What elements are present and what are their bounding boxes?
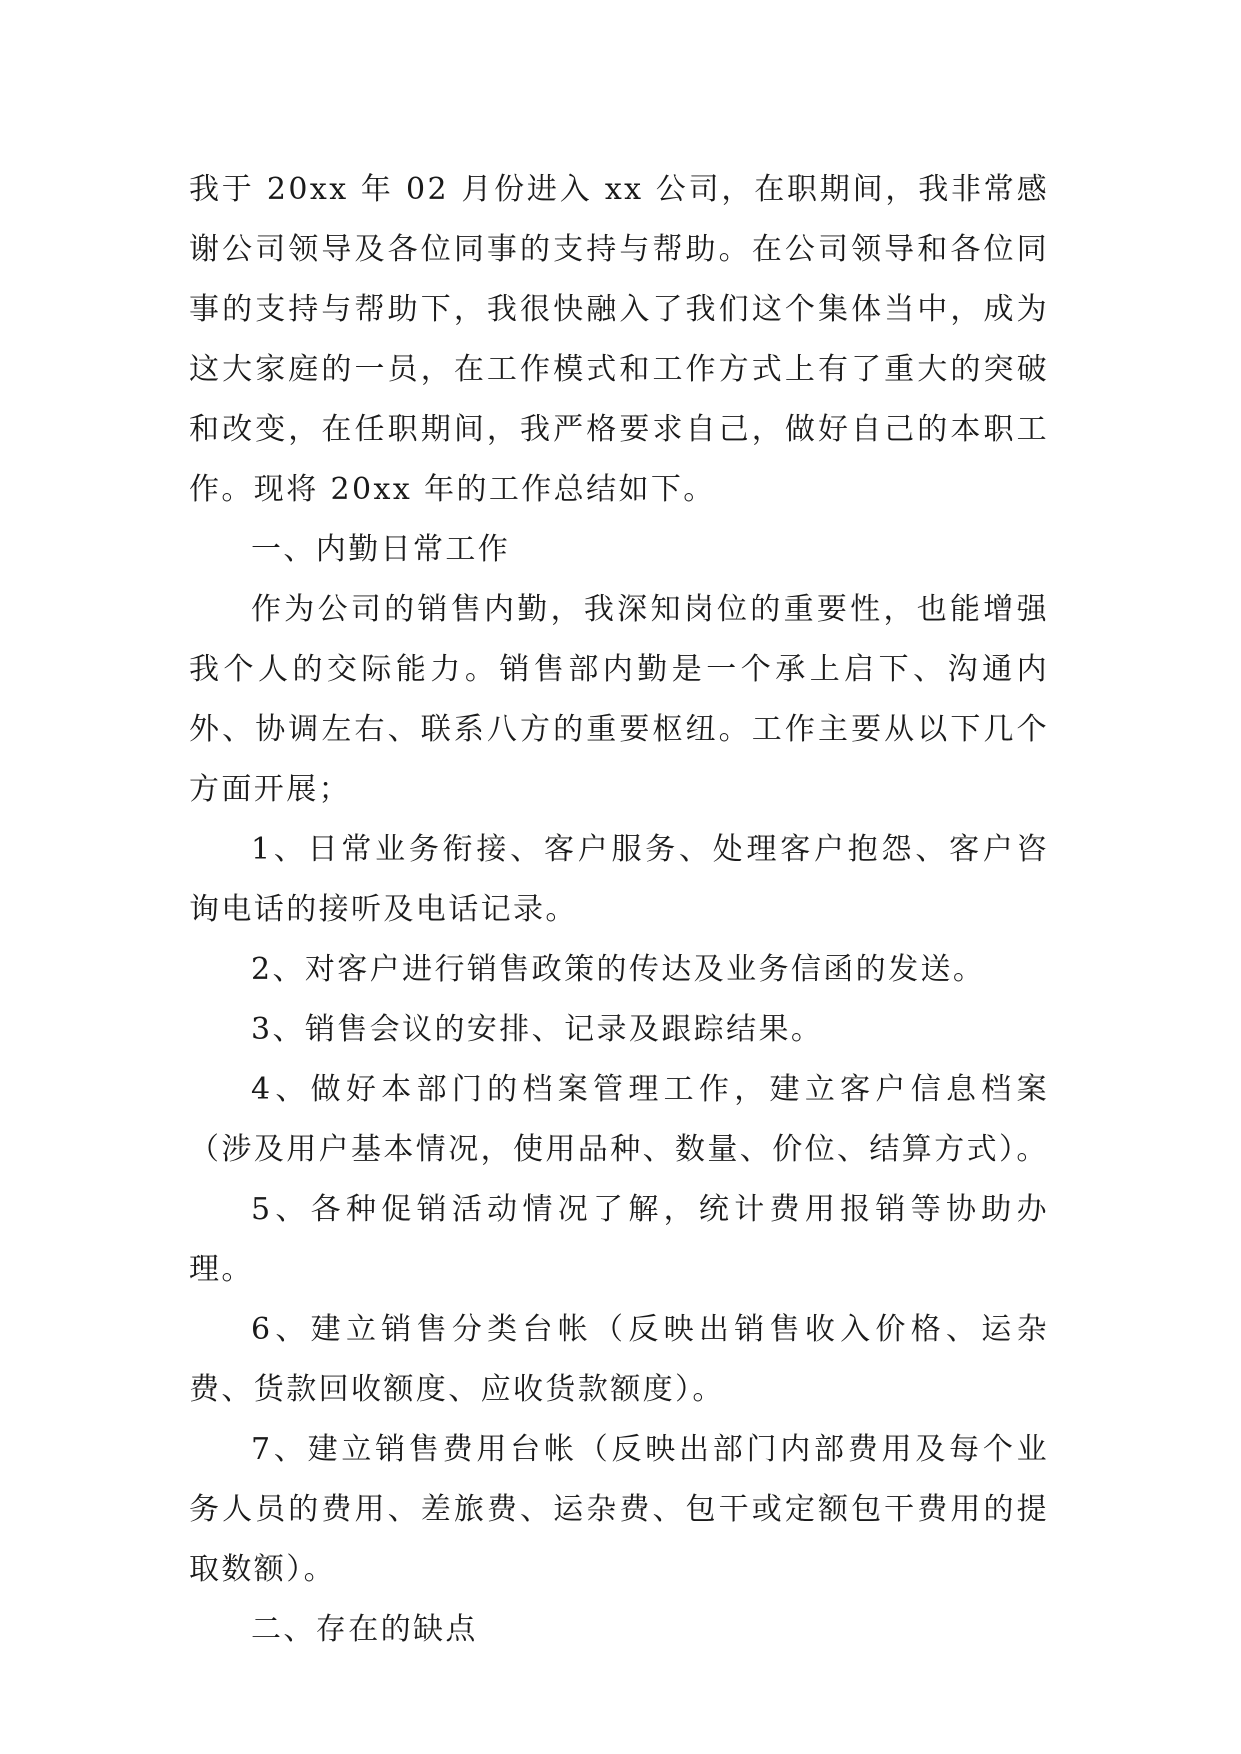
role-description-paragraph: 作为公司的销售内勤，我深知岗位的重要性，也能增强我个人的交际能力。销售部内勤是一个承上启下、沟通内外、协调左右、联系八方的重要枢纽。工作主要从以下几个方面开展； <box>189 592 1049 807</box>
list-item-2: 2、对客户进行销售政策的传达及业务信函的发送。 <box>251 952 986 987</box>
section-heading-daily-work: 一、内勤日常工作 <box>251 532 511 567</box>
list-item-5: 5、各种促销活动情况了解，统计费用报销等协助办理。 <box>189 1192 1049 1287</box>
list-item-6: 6、建立销售分类台帐（反映出销售收入价格、运杂费、货款回收额度、应收货款额度）。 <box>189 1312 1049 1407</box>
list-item-4: 4、做好本部门的档案管理工作，建立客户信息档案（涉及用户基本情况，使用品种、数量、价位、结算方式）。 <box>189 1072 1049 1167</box>
list-item-7: 7、建立销售费用台帐（反映出部门内部费用及每个业务人员的费用、差旅费、运杂费、包干或定额包干费用的提取数额）。 <box>189 1432 1049 1587</box>
list-item-1: 1、日常业务衔接、客户服务、处理客户抱怨、客户咨询电话的接听及电话记录。 <box>189 832 1049 927</box>
intro-paragraph: 我于 20xx 年 02 月份进入 xx 公司，在职期间，我非常感谢公司领导及各位同事的支持与帮助。在公司领导和各位同事的支持与帮助下，我很快融入了我们这个集体当中，成为这大家庭的一员，在工作模式和工作方式上有了重大的突破和改变，在任职期间，我严格要求自己，做好自己的本职工作。现将 20xx 年的工作总结如下。 <box>189 172 1049 507</box>
list-item-3: 3、销售会议的安排、记录及跟踪结果。 <box>251 1012 824 1047</box>
section-heading-shortcomings: 二、存在的缺点 <box>251 1612 478 1647</box>
document-body <box>189 160 1049 1660</box>
